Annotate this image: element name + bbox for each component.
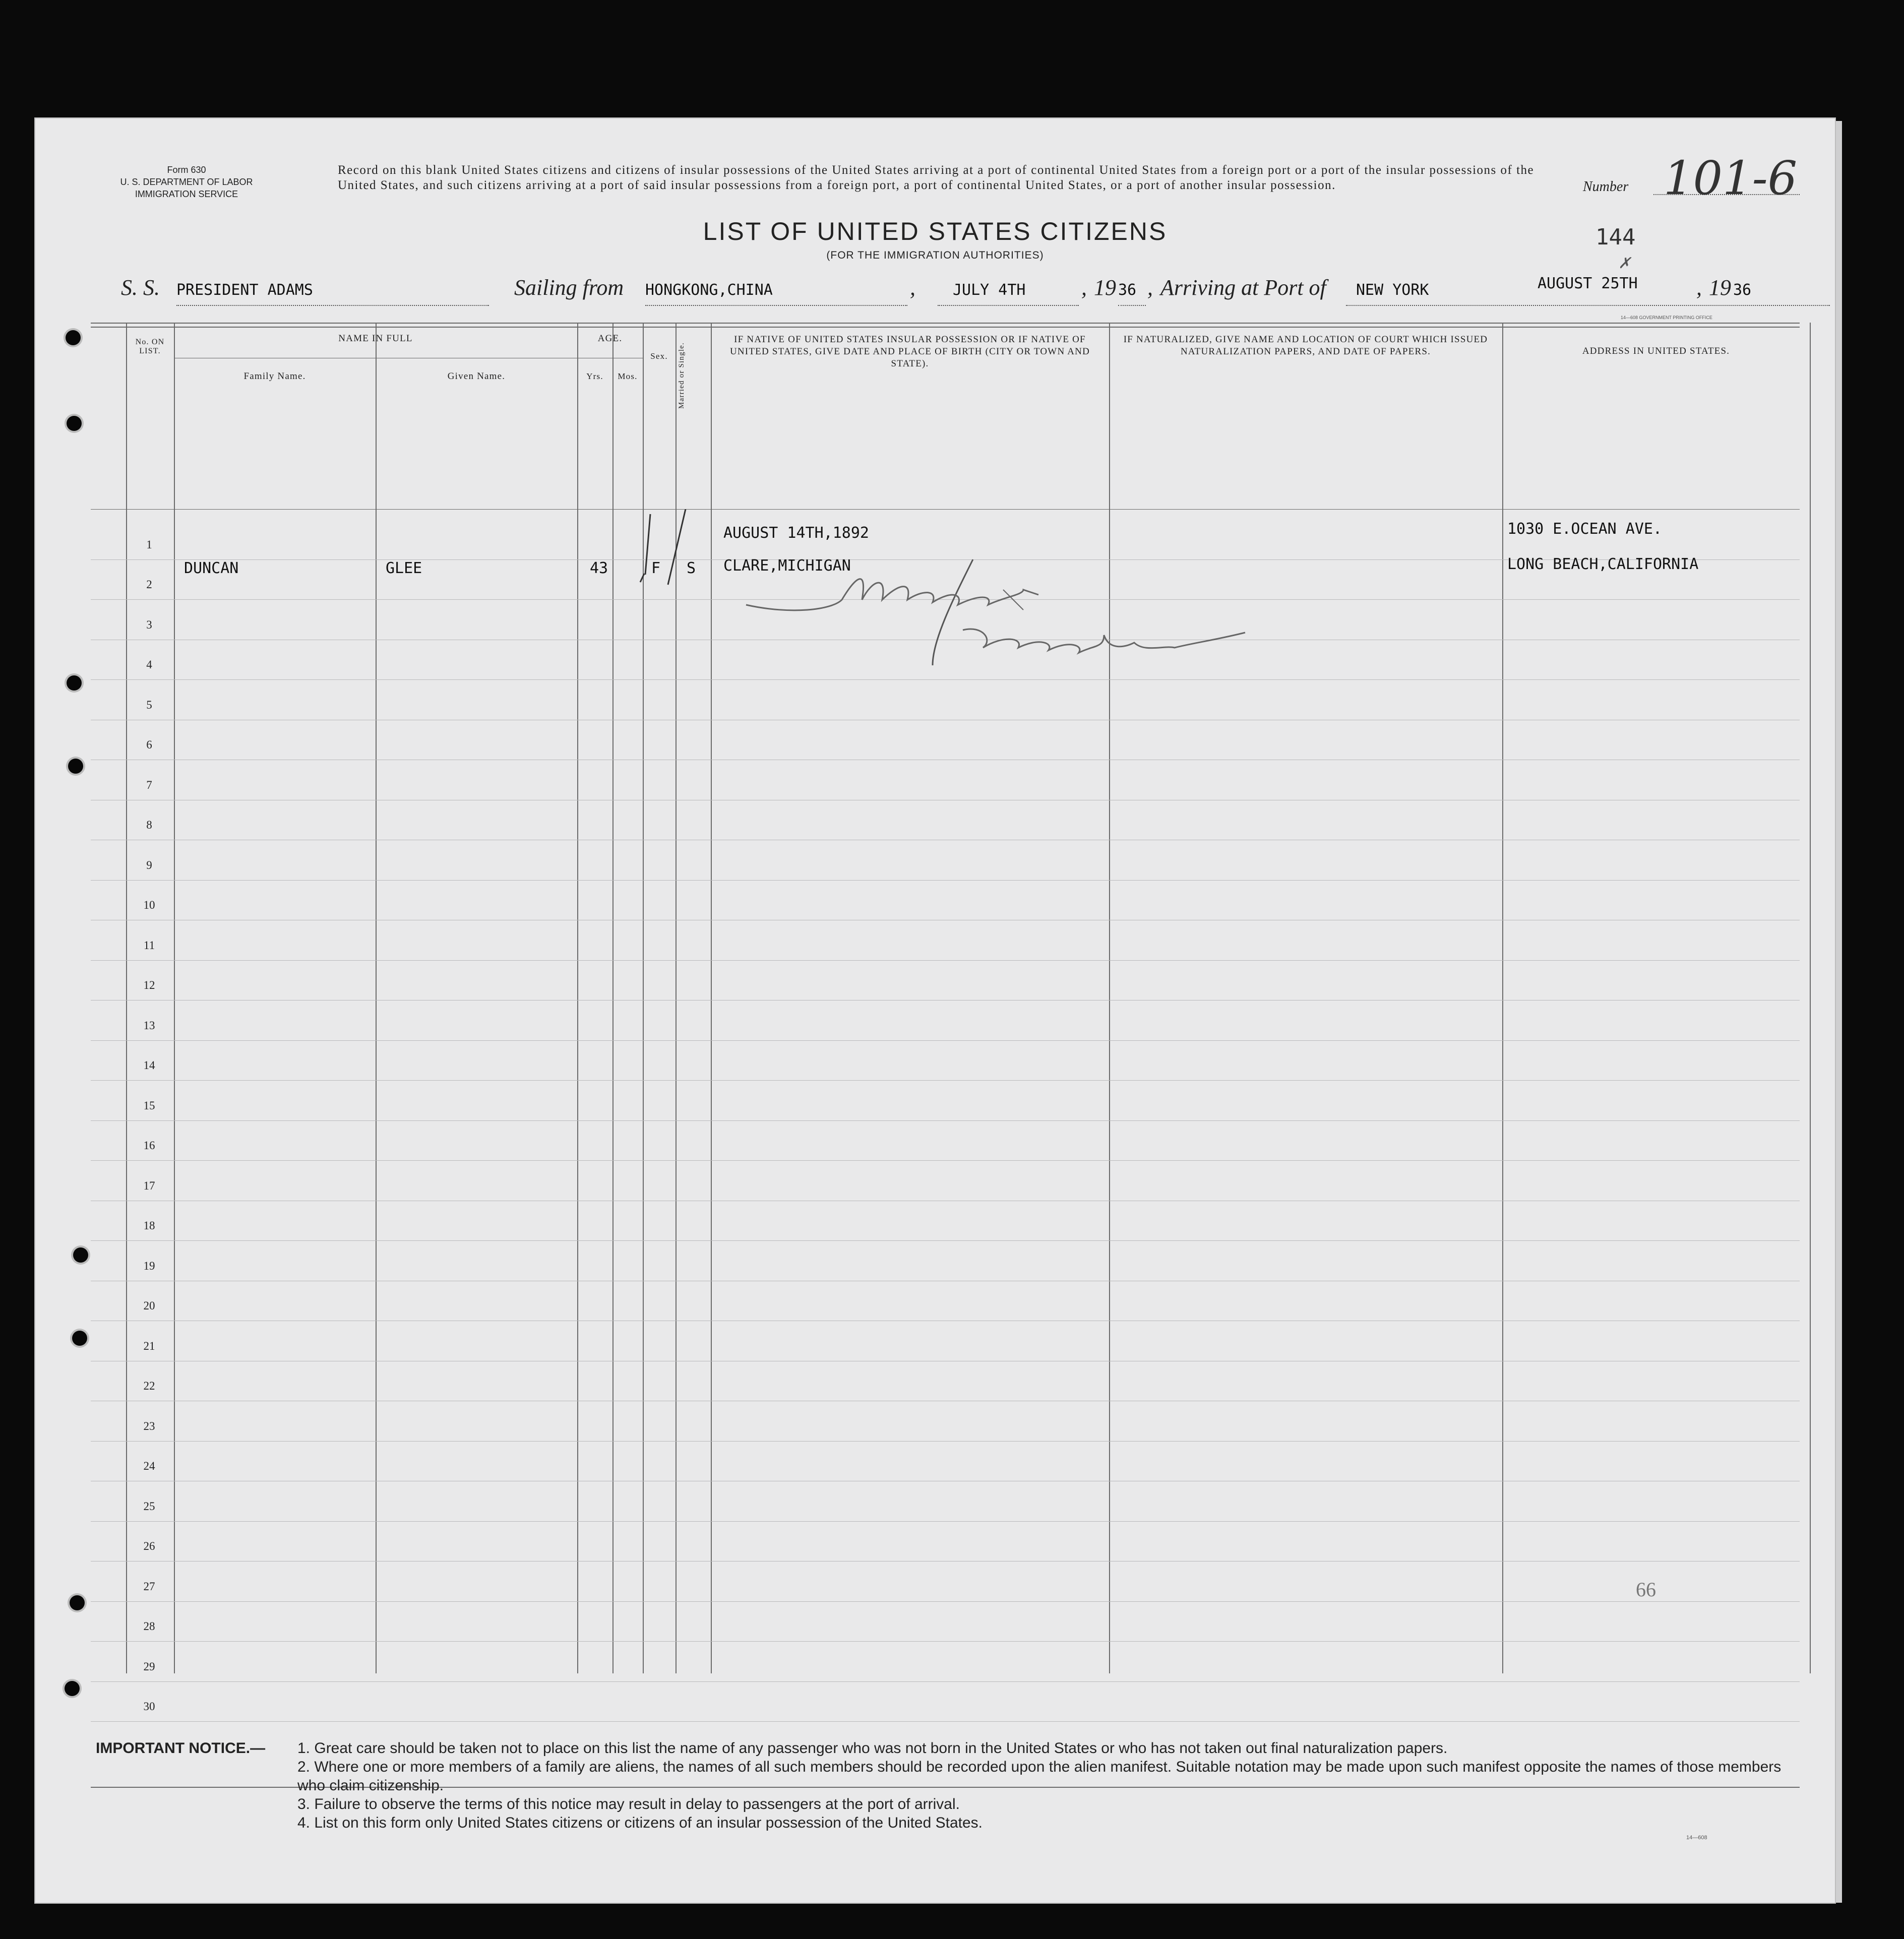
page-title: LIST OF UNITED STATES CITIZENS — [703, 217, 1168, 245]
row-number: 8 — [146, 819, 152, 831]
row-number: 13 — [143, 1019, 155, 1032]
row-number: 24 — [143, 1460, 155, 1472]
row-number: 18 — [143, 1219, 155, 1232]
row-number: 2 — [146, 578, 152, 591]
stamp-number: 144 — [1595, 224, 1636, 250]
table-top-rule — [91, 323, 1800, 324]
entry-family-name: DUNCAN — [184, 559, 239, 577]
notice-item-4: 4. List on this form only United States citizens or citizens of an insular possession of the United States. — [297, 1815, 983, 1831]
row-line — [91, 880, 1800, 881]
form-number: Form 630 — [167, 165, 206, 175]
row-number: 16 — [143, 1139, 155, 1152]
row-number: 29 — [143, 1660, 155, 1673]
row-number: 10 — [143, 899, 155, 911]
col-line — [376, 323, 377, 1673]
notice-item-2: 2. Where one or more members of a family are aliens, the names of all such members should be recorded upon the alien manifest. Suitable notation may be made upon such manifest opposite the names of those members who claim citizenship. — [297, 1759, 1782, 1794]
binder-hole — [67, 675, 82, 691]
notice-heading: IMPORTANT NOTICE.— — [96, 1740, 266, 1757]
year-prefix-2: 19 — [1709, 275, 1731, 300]
row-line — [91, 1721, 1800, 1722]
header-mos: Mos. — [618, 371, 638, 381]
col-line — [174, 323, 175, 1673]
row-line — [91, 1601, 1800, 1602]
entry-sex: F — [651, 559, 661, 577]
row-number: 25 — [143, 1500, 155, 1513]
year-prefix-1: 19 — [1094, 275, 1116, 300]
row-line — [91, 1040, 1800, 1041]
row-number: 22 — [143, 1380, 155, 1392]
row-line — [91, 960, 1800, 961]
notice-items — [297, 1739, 1810, 1832]
arriving-label: Arriving at Port of — [1160, 275, 1326, 300]
col-line — [577, 323, 578, 1673]
col-line — [126, 323, 127, 1673]
binder-hole — [67, 416, 82, 431]
header-no: No. ON LIST. — [135, 338, 165, 355]
notice-item-1: 1. Great care should be taken not to place on this list the name of any passenger who was not born in the United States or who has not taken out final naturalization papers. — [297, 1740, 1448, 1757]
binder-hole — [73, 1247, 88, 1263]
form-identifier — [91, 164, 282, 200]
comma-4: , — [1696, 275, 1702, 300]
table-top-rule-2 — [91, 327, 1800, 328]
page-number: 66 — [1636, 1578, 1656, 1601]
entry-birth-date: AUGUST 14TH,1892 — [723, 524, 869, 542]
manifest-sheet — [35, 118, 1835, 1903]
number-label: Number — [1583, 179, 1629, 195]
number-value: 101-6 — [1664, 151, 1798, 205]
header-age: AGE. — [597, 333, 623, 344]
handwritten-signature — [741, 539, 1346, 691]
comma-2: , — [1081, 275, 1087, 300]
entry-address-line2: LONG BEACH,CALIFORNIA — [1507, 555, 1699, 573]
header-married: Married or Single. — [678, 342, 686, 409]
row-number: 1 — [146, 538, 152, 551]
col-line — [1109, 323, 1110, 1673]
row-number: 11 — [143, 939, 155, 952]
row-number: 23 — [143, 1420, 155, 1432]
row-number: 15 — [143, 1099, 155, 1112]
row-line — [91, 1681, 1800, 1682]
ship-field — [176, 275, 489, 306]
row-line — [91, 1120, 1800, 1121]
entry-given-name: GLEE — [386, 559, 422, 577]
entry-address-line1: 1030 E.OCEAN AVE. — [1507, 520, 1663, 538]
ss-label: S. S. — [121, 275, 160, 300]
binder-hole — [65, 1681, 80, 1696]
row-number: 12 — [143, 979, 155, 991]
sail-year: 36 — [1118, 281, 1137, 299]
row-number: 19 — [143, 1260, 155, 1272]
row-number: 9 — [146, 859, 152, 871]
entry-age-years: 43 — [590, 559, 608, 577]
row-number: 20 — [143, 1299, 155, 1312]
entry-birth-place: CLARE,MICHIGAN — [723, 557, 851, 575]
row-line — [91, 1641, 1800, 1642]
header-bottom-rule — [91, 509, 1800, 510]
row-number: 3 — [146, 618, 152, 631]
sheet-edge — [1835, 121, 1842, 1903]
col-line — [711, 323, 712, 1673]
row-line — [91, 1160, 1800, 1161]
row-number: 4 — [146, 658, 152, 671]
header-naturalized: IF NATURALIZED, GIVE NAME AND LOCATION OF COURT WHICH ISSUED NATURALIZATION PAPERS, AND DATE OF PAPERS. — [1123, 334, 1488, 357]
pencil-mark: ✗ — [1618, 255, 1631, 272]
row-number: 17 — [143, 1179, 155, 1192]
binder-hole — [70, 1595, 85, 1610]
row-number: 30 — [143, 1700, 155, 1713]
comma-1: , — [910, 275, 915, 300]
arrival-port: NEW YORK — [1356, 281, 1429, 299]
arrival-date: AUGUST 25TH — [1538, 275, 1638, 292]
header-family: Family Name. — [243, 371, 306, 382]
service-name: IMMIGRATION SERVICE — [135, 189, 238, 199]
row-number: 6 — [146, 738, 152, 751]
sail-date: JULY 4TH — [953, 281, 1026, 299]
row-number: 5 — [146, 699, 152, 711]
row-number: 14 — [143, 1059, 155, 1072]
ship-name: PRESIDENT ADAMS — [176, 281, 313, 299]
row-number: 28 — [143, 1620, 155, 1633]
arrive-year: 36 — [1733, 281, 1752, 299]
department-name: U. S. DEPARTMENT OF LABOR — [120, 177, 253, 187]
header-yrs: Yrs. — [586, 371, 603, 381]
col-line — [1810, 323, 1811, 1673]
header-given: Given Name. — [447, 371, 506, 382]
row-number: 26 — [143, 1540, 155, 1552]
row-number: 21 — [143, 1340, 155, 1352]
sailing-from: HONGKONG,CHINA — [645, 281, 773, 299]
form-mark: 14—608 — [1686, 1835, 1707, 1841]
header-address: ADDRESS IN UNITED STATES. — [1582, 346, 1730, 356]
header-name: NAME IN FULL — [338, 333, 413, 344]
binder-hole — [68, 759, 83, 774]
row-number: 27 — [143, 1580, 155, 1593]
entry-marital: S — [687, 559, 696, 577]
col-line — [1502, 323, 1503, 1673]
important-notice — [96, 1739, 1810, 1832]
from-field — [645, 275, 907, 306]
sail-year-field — [1118, 275, 1146, 306]
binder-hole — [72, 1331, 87, 1346]
binder-hole — [66, 330, 81, 345]
comma-3: , — [1147, 275, 1153, 300]
header-sex: Sex. — [650, 351, 668, 361]
pen-checkmarks — [620, 509, 691, 590]
row-number: 7 — [146, 779, 152, 791]
arrive-year-field — [1733, 275, 1763, 305]
row-line — [91, 1521, 1800, 1522]
sailing-label: Sailing from — [514, 275, 624, 300]
page-subtitle: (FOR THE IMMIGRATION AUTHORITIES) — [826, 249, 1044, 261]
form-instructions: Record on this blank United States citizens and citizens of insular possessions of the United States arriving at a port of continental United States from a foreign port or a port of the insular possessions of the United States, and such citizens arriving at a port of said insular possessions from a foreign port, a port of continental United States, or a port of another insular possession. — [338, 163, 1534, 192]
row-line — [91, 1441, 1800, 1442]
row-line — [91, 1240, 1800, 1241]
passenger-table — [91, 323, 1790, 1713]
printer-mark: 14—608 GOVERNMENT PRINTING OFFICE — [1621, 315, 1712, 320]
notice-item-3: 3. Failure to observe the terms of this notice may result in delay to passengers at the port of arrival. — [297, 1796, 960, 1812]
sail-date-field — [938, 275, 1079, 306]
row-line — [91, 1080, 1800, 1081]
header-native: IF NATIVE OF UNITED STATES INSULAR POSSESSION OR IF NATIVE OF UNITED STATES, GIVE DATE AND PLACE OF BIRTH (CITY OR TOWN AND STATE). — [729, 334, 1090, 369]
col-line — [612, 323, 613, 1673]
